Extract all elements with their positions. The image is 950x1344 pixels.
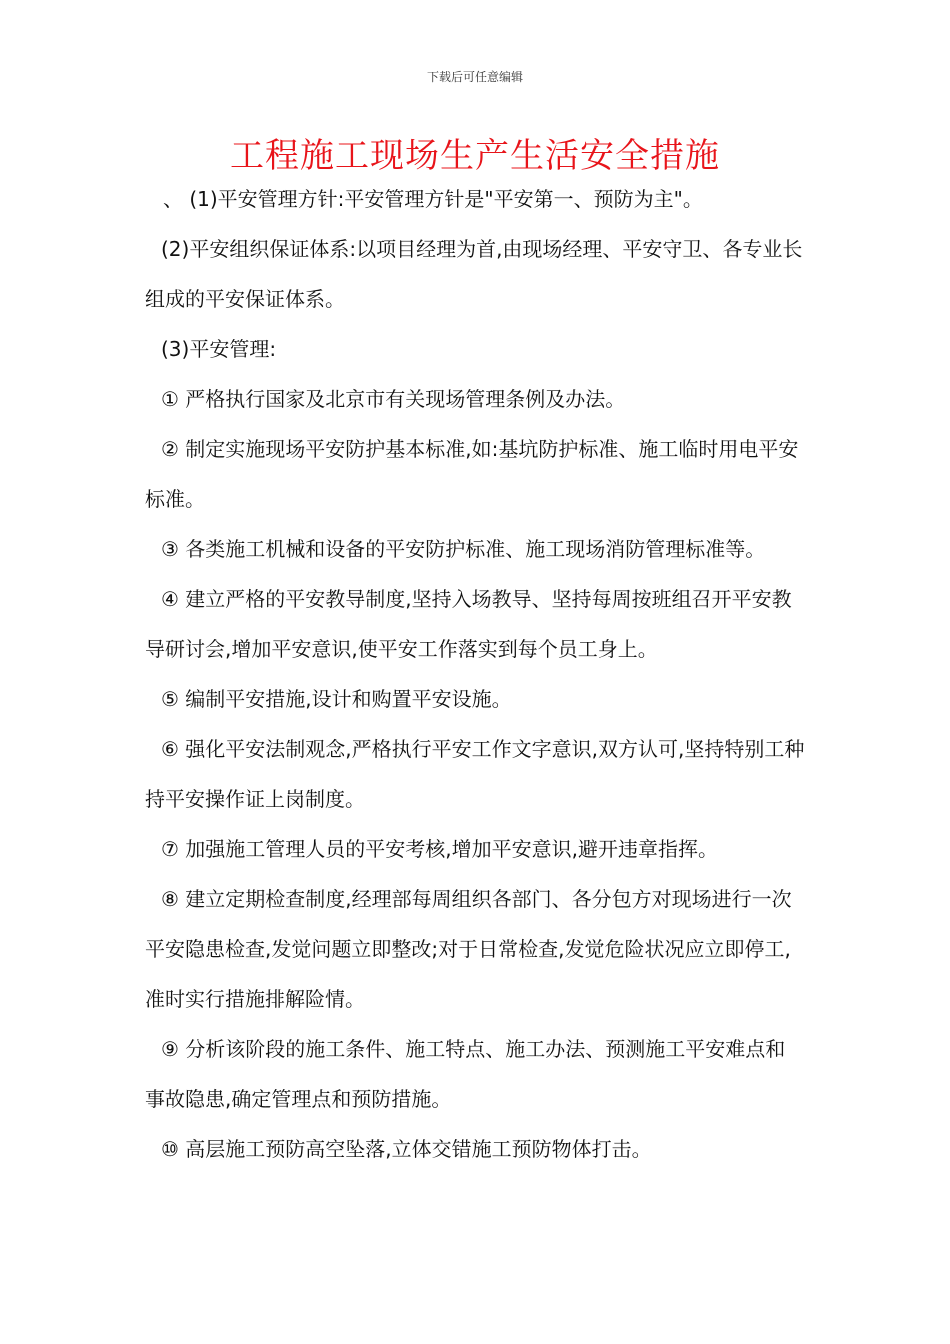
paragraph-safety-organization: (2)平安组织保证体系:以项目经理为首,由现场经理、平安守卫、各专业长组成的平安保证体系。 (145, 237, 803, 311)
list-item-4: ④ 建立严格的平安教导制度,坚持入场教导、坚持每周按班组召开平安教导研讨会,增加平安意识,使平安工作落实到每个员工身上。 (145, 587, 792, 661)
list-item-10: ⑩ 高层施工预防高空坠落,立体交错施工预防物体打击。 (161, 1137, 652, 1161)
document-title: 工程施工现场生产生活安全措施 (230, 136, 720, 176)
list-item-7: ⑦ 加强施工管理人员的平安考核,增加平安意识,避开违章指挥。 (161, 837, 719, 861)
list-item-9: ⑨ 分析该阶段的施工条件、施工特点、施工办法、预测施工平安难点和事故隐患,确定管理点和预防措施。 (145, 1037, 786, 1111)
list-item-8: ⑧ 建立定期检查制度,经理部每周组织各部门、各分包方对现场进行一次平安隐患检查,发觉问题立即整改;对于日常检查,发觉危险状况应立即停工,准时实行措施排解险情。 (145, 887, 792, 1011)
paragraph-safety-policy: 、 (1)平安管理方针:平安管理方针是"平安第一、预防为主"。 (163, 187, 703, 211)
paragraph-safety-management-heading: (3)平安管理: (161, 337, 277, 361)
list-item-3: ③ 各类施工机械和设备的平安防护标准、施工现场消防管理标准等。 (161, 537, 766, 561)
list-item-5: ⑤ 编制平安措施,设计和购置平安设施。 (161, 687, 512, 711)
list-item-6: ⑥ 强化平安法制观念,严格执行平安工作文字意识,双方认可,坚持特别工种持平安操作证上岗制度。 (145, 737, 805, 811)
document-body (145, 174, 805, 1174)
list-item-1: ① 严格执行国家及北京市有关现场管理条例及办法。 (161, 387, 626, 411)
list-item-2: ② 制定实施现场平安防护基本标准,如:基坑防护标准、施工临时用电平安标准。 (145, 437, 799, 511)
header-note: 下载后可任意编辑 (426, 70, 523, 84)
